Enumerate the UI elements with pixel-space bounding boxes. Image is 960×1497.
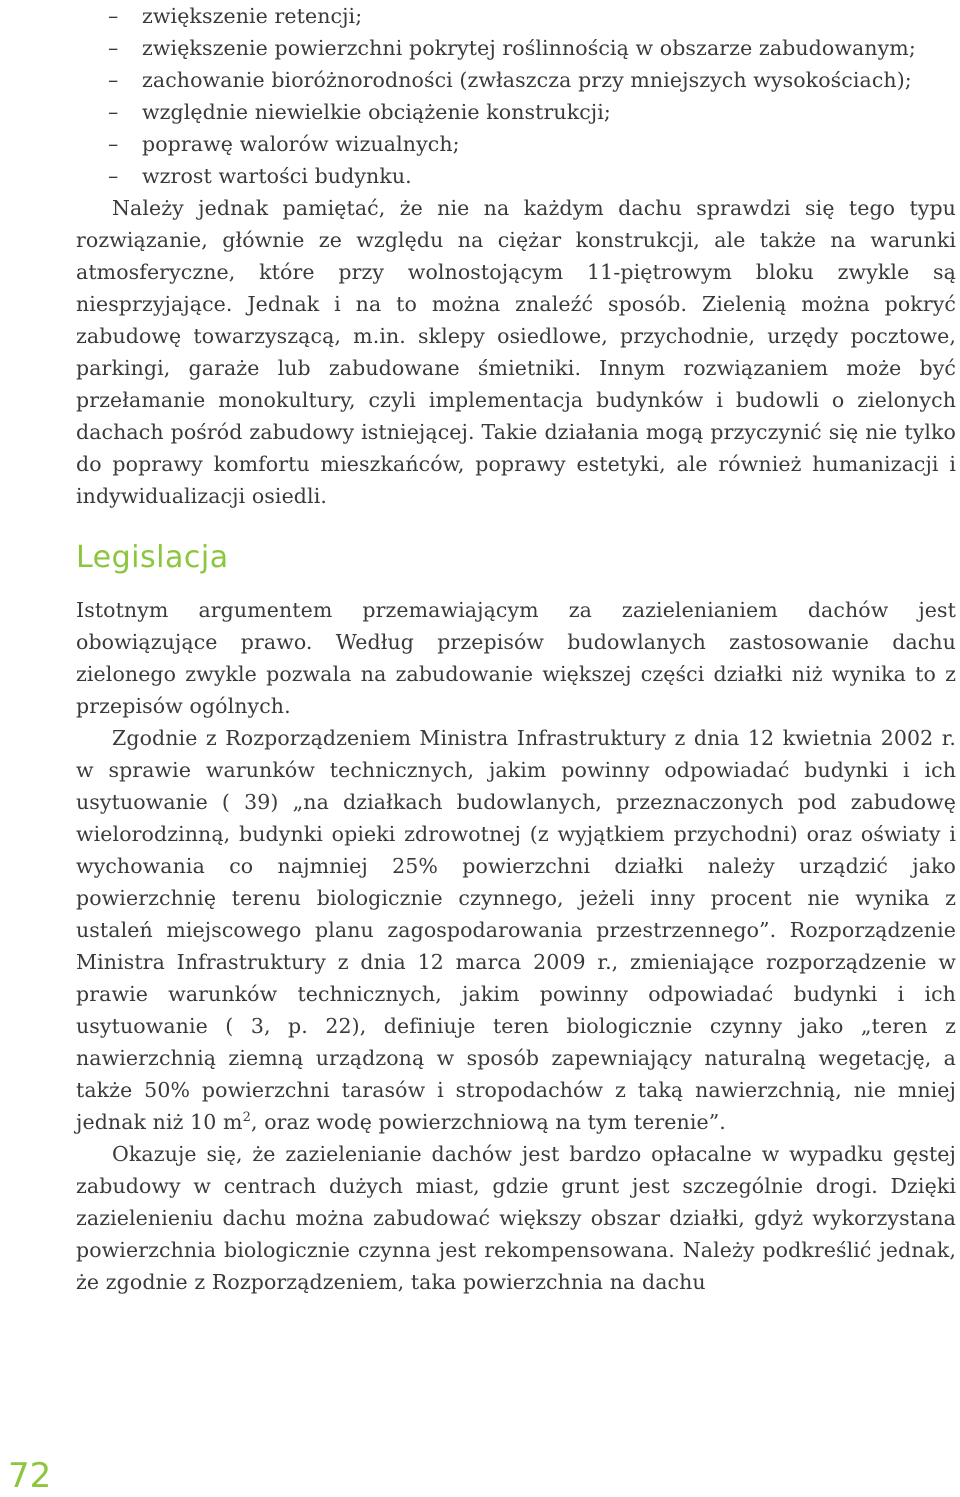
dash-marker: – xyxy=(108,36,119,60)
dash-marker: – xyxy=(108,132,119,156)
dash-marker: – xyxy=(108,164,119,188)
list-item: – zwiększenie retencji; xyxy=(76,0,956,32)
dash-marker: – xyxy=(108,100,119,124)
paragraph-conclusion: Okazuje się, że zazielenianie dachów jest bardzo opłacalne w wypadku gęstej zabudowy w centrach dużych miast, gdzie grunt jest szczególnie drogi. Dzięki zazielenieniu dachu można zabudować większy obszar działki, gdyż wykorzystana powierzchnia biologicznie czynna jest rekompensowana. Należy podkreślić jednak, że zgodnie z Rozporządzeniem, taka powierzchnia na dachu xyxy=(76,1142,956,1294)
list-item: – poprawę walorów wizualnych; xyxy=(76,128,956,160)
page-content xyxy=(76,0,956,1298)
list-item: – zachowanie bioróżnorodności (zwłaszcza przy mniejszych wysokościach); xyxy=(76,64,956,96)
benefits-list xyxy=(108,0,956,192)
dash-marker: – xyxy=(108,68,119,92)
dash-marker: – xyxy=(108,4,119,28)
superscript: 2 xyxy=(242,1110,251,1126)
list-item: – względnie niewielkie obciążenie konstrukcji; xyxy=(76,96,956,128)
paragraph-considerations: Należy jednak pamiętać, że nie na każdym dachu sprawdzi się tego typu rozwiązanie, głównie ze względu na ciężar konstrukcji, ale także na warunki atmosferyczne, które przy wolnostojącym 11-piętrowym bloku zwykle są niesprzyjające. Jednak i na to można znaleźć sposób. Zielenią można pokryć zabudowę towarzyszącą, m.in. sklepy osiedlowe, przychodnie, urzędy pocztowe, parkingi, garaże lub zabudowane śmietniki. Innym rozwiązaniem może być przełamanie monokultury, czyli implementacja budynków i budowli o zielonych dachach pośród zabudowy istniejącej. Takie działania mogą przyczynić się nie tylko do poprawy komfortu mieszkańców, poprawy estetyki, ale również humanizacji i indywidualizacji osiedli. xyxy=(76,196,956,508)
section-heading-legislacja: Legislacja xyxy=(76,540,229,575)
list-item: – zwiększenie powierzchni pokrytej roślinnością w obszarze zabudowanym; xyxy=(76,32,956,64)
paragraph-legislation-intro: Istotnym argumentem przemawiającym za zazielenianiem dachów jest obowiązujące prawo. Według przepisów budowlanych zastosowanie dachu zielonego zwykle pozwala na zabudowanie większej części działki niż wynika to z przepisów ogólnych. xyxy=(76,598,956,718)
page-number: 72 xyxy=(8,1456,52,1496)
paragraph-regulation: Zgodnie z Rozporządzeniem Ministra Infrastruktury z dnia 12 kwietnia 2002 r. w sprawie warunków technicznych, jakim powinny odpowiadać budynki i ich usytuowanie ( 39) „na działkach budowlanych, przeznaczonych pod zabudowę wielorodzinną, budynki opieki zdrowotnej (z wyjątkiem przychodni) oraz oświaty i wychowania co najmniej 25% powierzchni działki należy urządzić jako powierzchnię terenu biologicznie czynnego, jeżeli inny procent nie wynika z ustaleń miejscowego planu zagospodarowania przestrzennego”. Rozporządzenie Ministra Infrastruktury z dnia 12 marca 2009 r., zmieniające rozporządzenie w prawie warunków technicznych, jakim powinny odpowiadać budynki i ich usytuowanie ( 3, p. 22), definiuje teren biologicznie czynny jako „teren z nawierzchnią ziemną urządzoną w sposób zapewniający naturalną wegetację, a także 50% powierzchni tarasów i stropodachów z taką nawierzchnią, nie mniej jednak niż 10 $m^2$, oraz wodę powierzchniową na tym terenie”. xyxy=(76,726,956,1134)
list-item: – wzrost wartości budynku. xyxy=(76,160,956,192)
